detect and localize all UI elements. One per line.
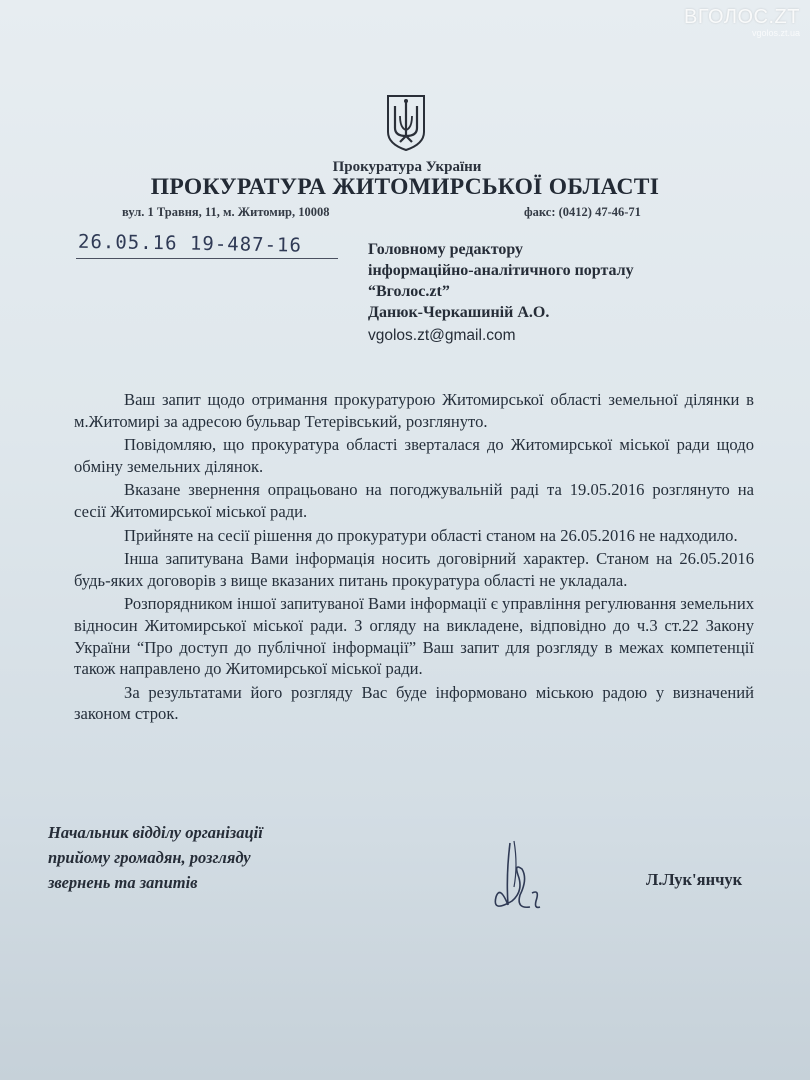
addressee-line-4: Данюк-Черкашиній А.О. [368,304,550,321]
addressee-line-1: Головному редактору [368,241,524,258]
body-paragraph-6: Розпорядником іншої запитуваної Вами інформації є управління регулювання земельних відносин Житомирської міської ради. З огляду на викладене, відповідно до ч.3 ст.22 Закону України “Про доступ до публічної інформації” Ваш запит для розгляду в межах компетенції також направлено до Житомирської міської ради. [74,594,754,679]
signatory-title-line-3: звернень та запитів [48,873,198,892]
body-paragraph-7: За результатами його розгляду Вас буде інформовано міською радою у визначений законом строк. [74,682,754,724]
signatory-title [48,820,263,895]
addressee-block [368,239,634,323]
site-watermark: ВГОЛОС.ZT [684,6,800,28]
tryzub-coat-of-arms-icon [384,92,428,152]
signatory-title-line-1: Начальник відділу організації [48,823,263,842]
registration-underline [76,258,338,259]
signatory-name: Л.Лук'янчук [646,870,743,889]
body-paragraph-3: Вказане звернення опрацьовано на погоджувальній раді та 19.05.2016 розглянуто на сесії Житомирської міської ради. [74,480,754,521]
letter-body [74,389,754,727]
signatory-title-line-2: прийому громадян, розгляду [48,848,251,867]
org-subtitle: Прокуратура України [332,159,482,175]
addressee-email: vgolos.zt@gmail.com [368,327,516,344]
handwritten-signature-icon [478,835,558,925]
body-paragraph-2: Повідомляю, що прокуратура області зверталася до Житомирської міської ради щодо обміну земельних ділянок. [74,435,754,476]
addressee-line-2: інформаційно-аналітичного порталу [368,262,634,279]
body-paragraph-5: Інша запитувана Вами інформація носить договірний характер. Станом на 26.05.2016 будь-яких договорів з вище вказаних питань прокуратура області не укладала. [74,549,754,590]
addressee-line-3: “Вголос.zt” [368,283,450,300]
body-paragraph-4: Прийняте на сесії рішення до прокуратури області станом на 26.05.2016 не надходило. [124,525,738,545]
org-address: вул. 1 Травня, 11, м. Житомир, 10008 [122,205,330,219]
body-paragraph-1: Ваш запит щодо отримання прокуратурою Житомирської області земельної ділянки в м.Житомирі за адресою бульвар Тетерівський, розглянуто. [74,390,754,431]
org-title: ПРОКУРАТУРА ЖИТОМИРСЬКОЇ ОБЛАСТІ [150,174,660,200]
org-fax: факс: (0412) 47-46-71 [524,205,641,219]
registration-number: 26.05.16 19-487-16 [77,230,303,257]
site-watermark-url: vgolos.zt.ua [751,28,800,38]
